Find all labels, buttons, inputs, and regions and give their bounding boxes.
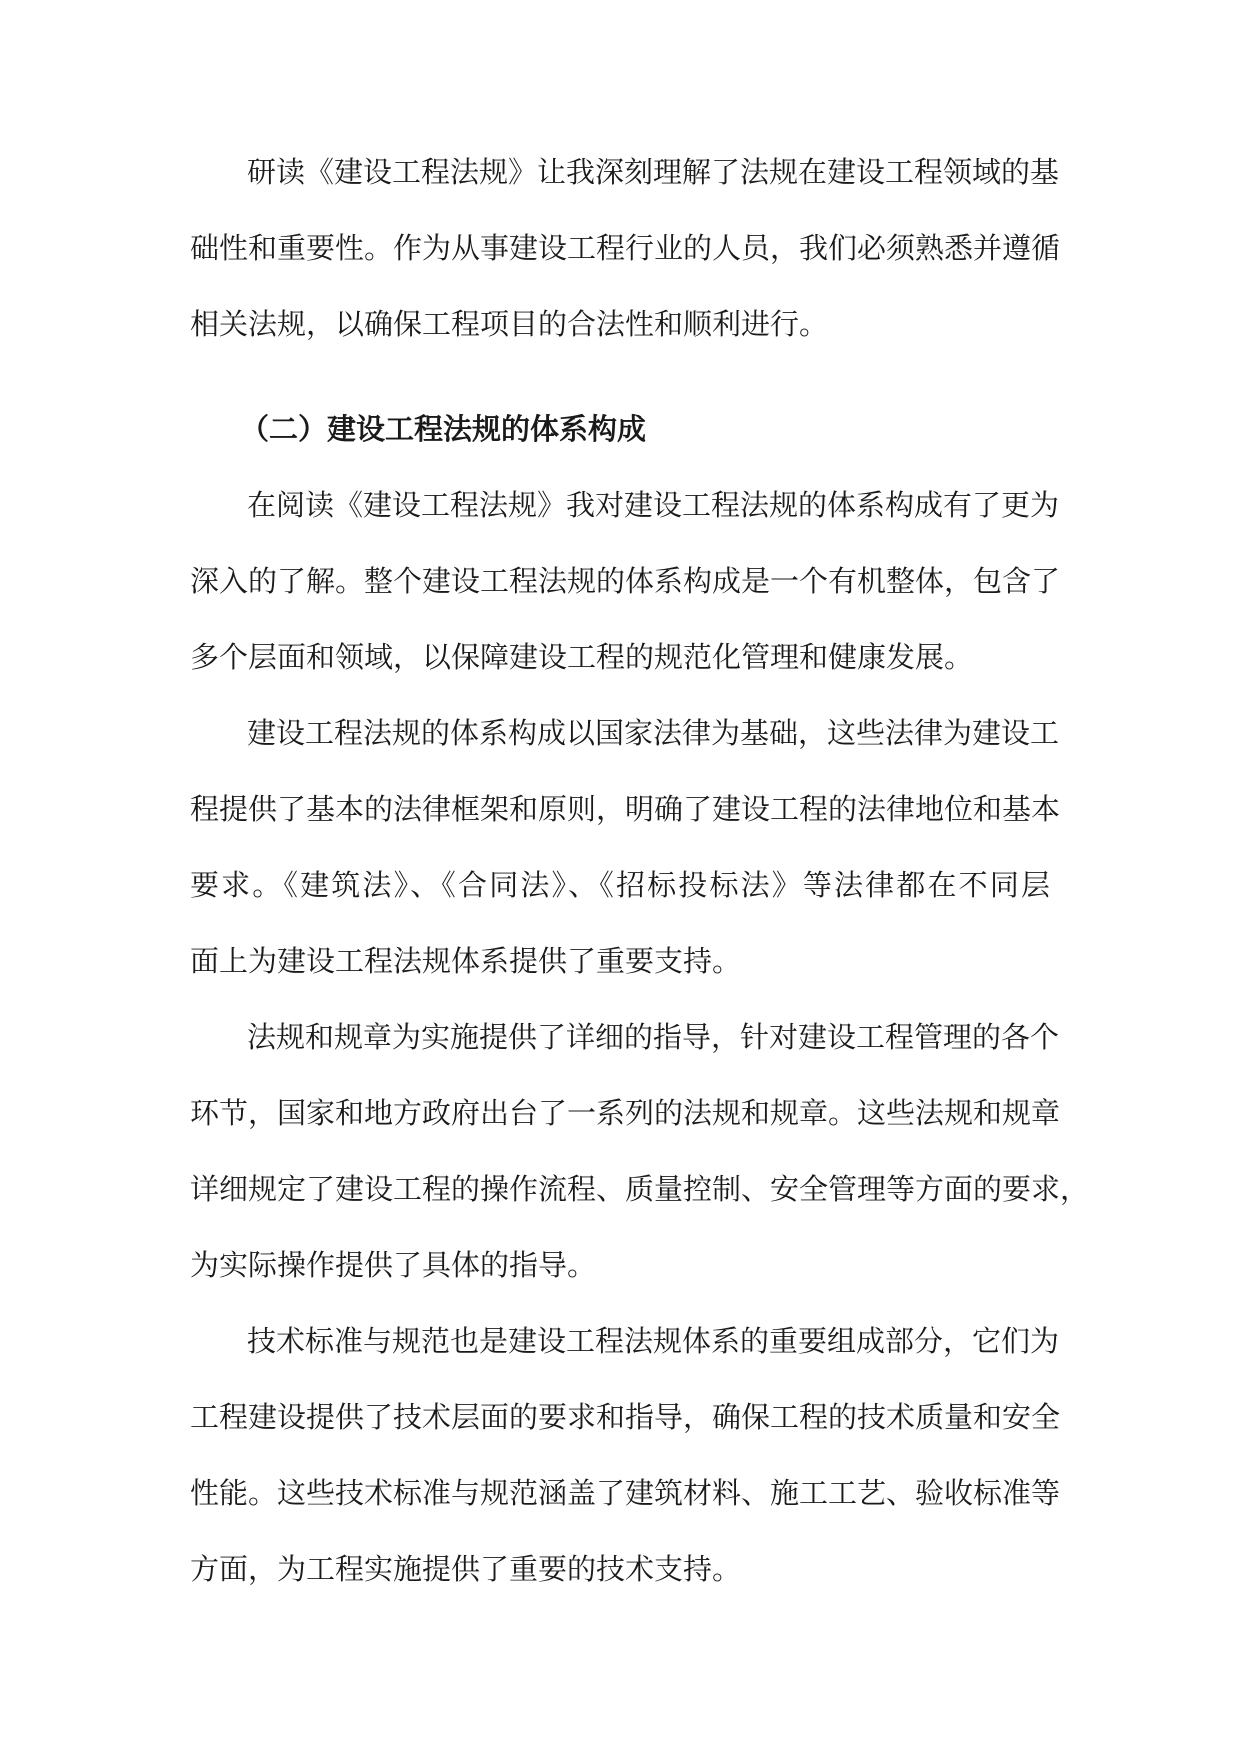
paragraph-line: 建设工程法规的体系构成以国家法律为基础，这些法律为建设工 xyxy=(247,716,1060,750)
paragraph-line: 多个层面和领域，以保障建设工程的规范化管理和健康发展。 xyxy=(190,640,974,674)
paragraph-line: 研读《建设工程法规》让我深刻理解了法规在建设工程领域的基 xyxy=(247,155,1060,189)
paragraph-line: 技术标准与规范也是建设工程法规体系的重要组成部分，它们为 xyxy=(247,1324,1060,1358)
paragraph-line: 法规和规章为实施提供了详细的指导，针对建设工程管理的各个 xyxy=(247,1020,1060,1054)
paragraph-line: 工程建设提供了技术层面的要求和指导，确保工程的技术质量和安全 xyxy=(190,1400,1061,1434)
section-heading: （二）建设工程法规的体系构成 xyxy=(240,412,647,446)
paragraph-line: 程提供了基本的法律框架和原则，明确了建设工程的法律地位和基本 xyxy=(190,792,1061,826)
paragraph-line: 在阅读《建设工程法规》我对建设工程法规的体系构成有了更为 xyxy=(247,488,1060,522)
paragraph-line: 环节，国家和地方政府出台了一系列的法规和规章。这些法规和规章 xyxy=(190,1096,1061,1130)
paragraph-line: 性能。这些技术标准与规范涵盖了建筑材料、施工工艺、验收标准等 xyxy=(190,1476,1061,1510)
paragraph-line: 深入的了解。整个建设工程法规的体系构成是一个有机整体，包含了 xyxy=(190,564,1061,598)
paragraph-line: 为实际操作提供了具体的指导。 xyxy=(190,1248,597,1282)
paragraph-line: 面上为建设工程法规体系提供了重要支持。 xyxy=(190,944,742,978)
paragraph-line: 方面，为工程实施提供了重要的技术支持。 xyxy=(190,1552,742,1586)
paragraph-line: 础性和重要性。作为从事建设工程行业的人员，我们必须熟悉并遵循 xyxy=(190,231,1061,265)
paragraph-line: 相关法规，以确保工程项目的合法性和顺利进行。 xyxy=(190,307,829,341)
paragraph-line: 详细规定了建设工程的操作流程、质量控制、安全管理等方面的要求， xyxy=(190,1172,1090,1206)
paragraph-line: 要求。《建筑法》、《合同法》、《招标投标法》等法律都在不同层 xyxy=(190,868,1050,902)
